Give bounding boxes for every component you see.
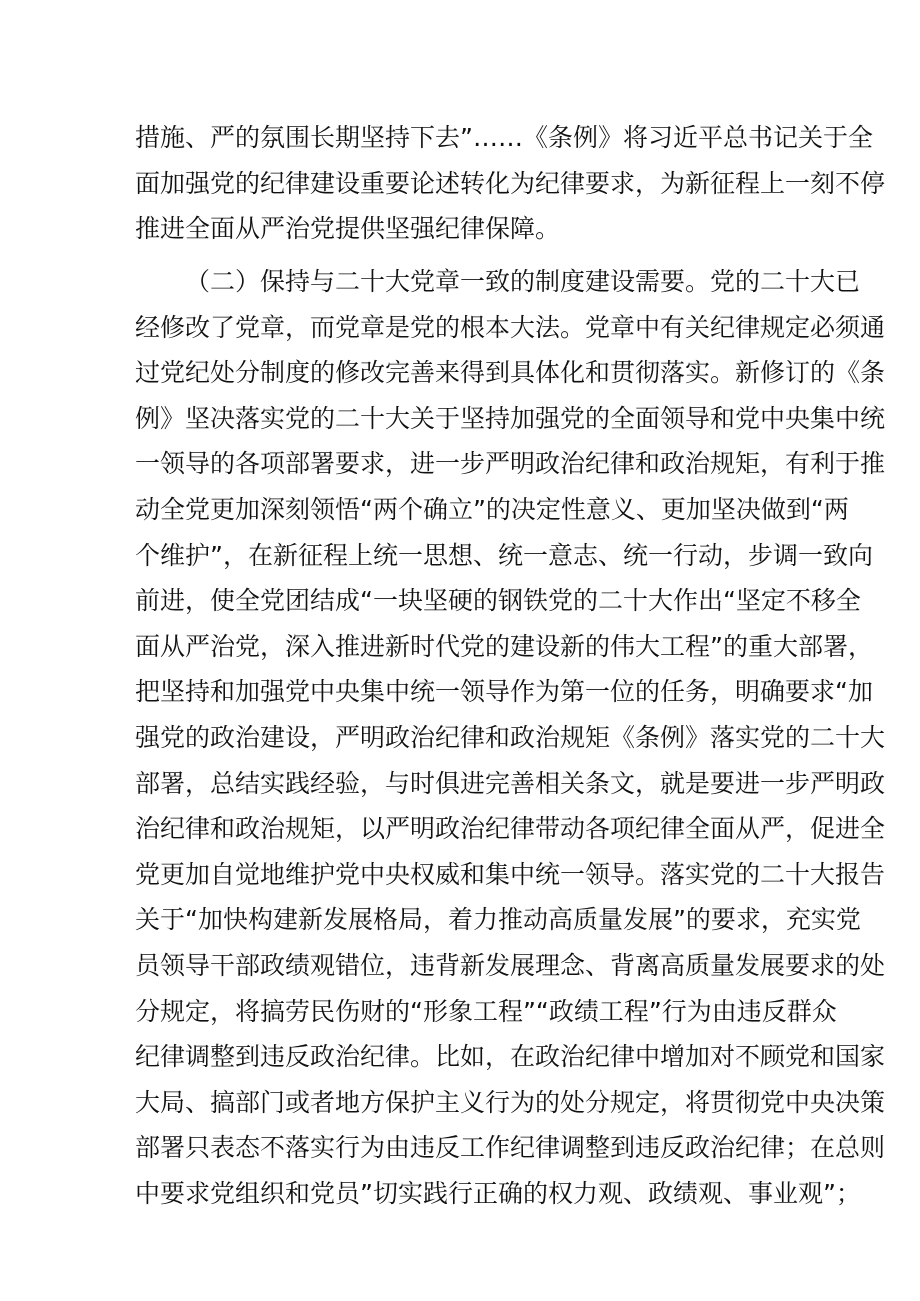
paragraph-line: 员领导干部政绩观错位，违背新发展理念、背离高质量发展要求的处 bbox=[135, 950, 886, 980]
paragraph-line: 关于“加快构建新发展格局，着力推动高质量发展”的要求，充实党 bbox=[135, 905, 861, 935]
paragraph-line: 治纪律和政治规矩，以严明政治纪律带动各项纪律全面从严，促进全 bbox=[135, 814, 886, 844]
paragraph-line: 动全党更加深刻领悟“两个确立”的决定性意义、更加坚决做到“两 bbox=[135, 494, 849, 524]
paragraph-line: 分规定，将搞劳民伤财的“形象工程”“政绩工程”行为由违反群众 bbox=[135, 996, 837, 1026]
paragraph-line: 党更加自觉地维护党中央权威和集中统一领导。落实党的二十大报告 bbox=[135, 859, 886, 889]
paragraph-line: 纪律调整到违反政治纪律。比如，在政治纪律中增加对不顾党和国家 bbox=[135, 1042, 886, 1072]
paragraph-line: 例》坚决落实党的二十大关于坚持加强党的全面领导和党中央集中统 bbox=[135, 403, 886, 433]
paragraph-2 bbox=[135, 259, 886, 1216]
paragraph-line: 强党的政治建设，严明政治纪律和政治规矩《条例》落实党的二十大 bbox=[135, 722, 886, 752]
paragraph-line: 面从严治党，深入推进新时代党的建设新的伟大工程”的重大部署， bbox=[135, 631, 873, 661]
paragraph-line: 措施、严的氛围长期坚持下去”……《条例》将习近平总书记关于全 bbox=[135, 123, 873, 152]
paragraph-line: 过党纪处分制度的修改完善来得到具体化和贯彻落实。新修订的《条 bbox=[135, 358, 886, 388]
paragraph-line: 大局、搞部门或者地方保护主义行为的处分规定，将贯彻党中央决策 bbox=[135, 1087, 886, 1117]
paragraph-line: 一领导的各项部署要求，进一步严明政治纪律和政治规矩，有利于推 bbox=[135, 449, 886, 479]
paragraph-line: 部署只表态不落实行为由违反工作纪律调整到违反政治纪律；在总则 bbox=[135, 1133, 886, 1163]
paragraph-line: 经修改了党章，而党章是党的根本大法。党章中有关纪律规定必须通 bbox=[135, 312, 886, 342]
paragraph-line: 部署，总结实践经验，与时俱进完善相关条文，就是要进一步严明政 bbox=[135, 768, 886, 798]
paragraph-line: 个维护”，在新征程上统一思想、统一意志、统一行动，步调一致向 bbox=[135, 540, 873, 570]
paragraph-line: 推进全面从严治党提供坚强纪律保障。 bbox=[135, 214, 561, 244]
paragraph-line: （二）保持与二十大党章一致的制度建设需要。党的二十大已 bbox=[185, 267, 861, 296]
paragraph-line: 中要求党组织和党员”切实践行正确的权力观、政绩观、事业观”； bbox=[135, 1178, 861, 1208]
paragraph-1 bbox=[135, 115, 886, 252]
paragraph-line: 前进，使全党团结成“一块坚硬的钢铁党的二十大作出“坚定不移全 bbox=[135, 586, 861, 616]
paragraph-line: 把坚持和加强党中央集中统一领导作为第一位的任务，明确要求“加 bbox=[135, 677, 873, 707]
paragraph-line: 面加强党的纪律建设重要论述转化为纪律要求，为新征程上一刻不停 bbox=[135, 168, 886, 198]
